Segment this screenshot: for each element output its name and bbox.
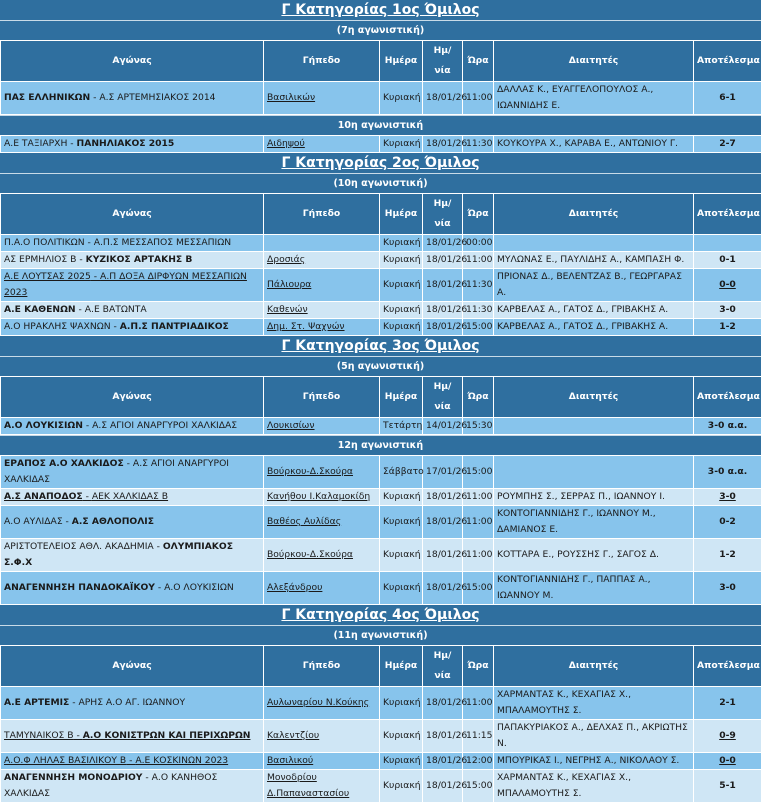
day-cell: Κυριακή [380, 539, 423, 572]
home-team: ΤΑΜΥΝΑΙΚΟΣ Β [4, 730, 74, 741]
day-cell: Κυριακή [380, 753, 423, 770]
result-cell[interactable] [694, 489, 762, 506]
venue-link[interactable]: Κανήθου Ι.Καλαμοκίδη [267, 491, 371, 502]
day-cell: Κυριακή [380, 770, 423, 803]
result-cell [694, 235, 762, 252]
column-header: Ημέρα [380, 41, 423, 82]
match-name [4, 92, 216, 103]
away-team: Α.Ο ΛΟΥΚΙΣΙΩΝ [164, 582, 234, 593]
separator: - [154, 582, 165, 593]
separator: - [123, 458, 133, 469]
match-cell[interactable] [1, 489, 264, 506]
date-cell: 18/01/26 [423, 572, 463, 605]
result-cell [694, 770, 762, 803]
table-row [1, 456, 762, 489]
separator: - [110, 321, 120, 332]
match-name [4, 541, 233, 568]
fixtures-table [0, 135, 762, 153]
venue-link[interactable]: Μονοδρίου Δ.Παπαναστασίου [267, 772, 350, 799]
away-team: ΑΕΚ ΧΑΛΚΙΔΑΣ Β [91, 491, 169, 502]
date-cell: 18/01/26 [423, 687, 463, 720]
column-header: Ημέρα [380, 194, 423, 235]
time-cell: 11:30 [463, 136, 494, 153]
home-team: Π.Α.Ο ΠΟΛΙΤΙΚΩΝ [4, 237, 85, 248]
day-cell: Κυριακή [380, 572, 423, 605]
venue-link[interactable]: Βαθέος Αυλίδας [267, 516, 342, 527]
match-name[interactable] [4, 491, 168, 502]
home-team: Α.Ε ΑΡΤΕΜΙΣ [4, 697, 70, 708]
away-team: Α.Π.Σ ΠΑΝΤΡΙΑΔΙΚΟΣ [119, 321, 229, 332]
result-cell [694, 302, 762, 319]
day-cell: Κυριακή [380, 489, 423, 506]
venue-cell[interactable] [264, 687, 380, 720]
table-row [1, 770, 762, 803]
match-cell [1, 252, 264, 269]
round-label: (7η αγωνιστική) [0, 20, 761, 40]
column-header: Γήπεδο [264, 41, 380, 82]
referees-cell [494, 456, 694, 489]
time-cell: 11:00 [463, 687, 494, 720]
result-value: 3-0 α.α. [707, 420, 748, 431]
time-cell: 11:15 [463, 720, 494, 753]
fixtures-table [0, 455, 762, 605]
column-header: Αποτέλεσμα [694, 194, 762, 235]
venue-cell[interactable] [264, 319, 380, 336]
time-cell: 15:00 [463, 770, 494, 803]
time-cell: 11:30 [463, 302, 494, 319]
result-value[interactable]: 0-9 [719, 730, 736, 741]
date-cell: 18/01/26 [423, 753, 463, 770]
fixtures-table [0, 193, 762, 336]
day-cell: Κυριακή [380, 269, 423, 302]
column-header: Ώρα [463, 646, 494, 687]
match-name[interactable] [4, 755, 228, 766]
venue-link[interactable]: Βασιλικών [267, 92, 316, 103]
round-label: (5η αγωνιστική) [0, 356, 761, 376]
result-value: 3-0 [719, 304, 736, 315]
venue-cell[interactable] [264, 720, 380, 753]
time-cell: 11:00 [463, 506, 494, 539]
referees-cell: ΚΑΡΒΕΛΑΣ Α., ΓΑΤΟΣ Δ., ΓΡΙΒΑΚΗΣ Α. [494, 302, 694, 319]
venue-cell[interactable] [264, 572, 380, 605]
referees-cell: ΜΥΛΩΝΑΣ Ε., ΠΑΥΛΙΔΗΣ Α., ΚΑΜΠΑΣΗ Φ. [494, 252, 694, 269]
time-cell: 11:00 [463, 252, 494, 269]
away-team: Α.Π.Σ ΜΕΣΣΑΠΟΣ ΜΕΣΣΑΠΙΩΝ [93, 237, 232, 248]
table-row [1, 572, 762, 605]
separator: - [84, 237, 94, 248]
referees-cell: ΚΑΡΒΕΛΑΣ Α., ΓΑΤΟΣ Δ., ΓΡΙΒΑΚΗΣ Α. [494, 319, 694, 336]
home-team: Α.Ο ΛΟΥΚΙΣΙΩΝ [4, 420, 83, 431]
separator: - [82, 491, 92, 502]
venue-link[interactable]: Βασιλικού [267, 755, 314, 766]
day-cell: Κυριακή [380, 687, 423, 720]
table-row [1, 82, 762, 115]
time-cell: 11:00 [463, 539, 494, 572]
venue-cell[interactable] [264, 82, 380, 115]
column-header: Ημ/νία [423, 194, 463, 235]
match-name [4, 138, 174, 149]
away-team: Α.Ο ΚΟΝΙΣΤΡΩΝ ΚΑΙ ΠΕΡΙΧΩΡΩΝ [82, 730, 251, 741]
referees-cell: ΚΟΝΤΟΓΙΑΝΝΙΔΗΣ Γ., ΙΩΑΝΝΟΥ Μ., ΔΑΜΙΑΝΟΣ Ε. [494, 506, 694, 539]
referees-cell: ΠΡΙΟΝΑΣ Δ., ΒΕΛΕΝΤΖΑΣ Β., ΓΕΩΡΓΑΡΑΣ Α. [494, 269, 694, 302]
venue-link[interactable]: Λουκισίων [267, 420, 315, 431]
column-header: Ημ/νία [423, 646, 463, 687]
time-cell: 11:30 [463, 269, 494, 302]
day-cell: Κυριακή [380, 136, 423, 153]
home-team: Α.Ο.Φ ΛΗΛΑΣ ΒΑΣΙΛΙΚΟΥ Β [4, 755, 127, 766]
day-cell: Κυριακή [380, 506, 423, 539]
fixtures-table [0, 376, 762, 435]
column-header: Γήπεδο [264, 194, 380, 235]
venue-cell[interactable] [264, 770, 380, 803]
result-value: 2-7 [719, 138, 736, 149]
separator: - [67, 138, 77, 149]
result-cell [694, 136, 762, 153]
table-row [1, 269, 762, 302]
fixtures-table [0, 40, 762, 115]
result-cell [694, 456, 762, 489]
group-title[interactable]: Γ Κατηγορίας 3ος Όμιλος [0, 336, 761, 356]
date-cell: 18/01/26 [423, 770, 463, 803]
venue-link[interactable]: Καθενών [267, 304, 308, 315]
column-header: Ημέρα [380, 377, 423, 418]
match-cell [1, 506, 264, 539]
table-row [1, 506, 762, 539]
date-cell: 18/01/26 [423, 252, 463, 269]
column-header: Διαιτητές [494, 646, 694, 687]
group-title[interactable]: Γ Κατηγορίας 2ος Όμιλος [0, 153, 761, 173]
home-team: Α.Σ ΑΝΑΠΟΔΟΣ [4, 491, 83, 502]
column-header: Διαιτητές [494, 41, 694, 82]
result-cell [694, 506, 762, 539]
table-header-row [1, 377, 762, 418]
time-cell: 15:00 [463, 456, 494, 489]
result-value: 3-0 α.α. [707, 466, 748, 477]
referees-cell: ΚΟΝΤΟΓΙΑΝΝΙΔΗΣ Γ., ΠΑΠΠΑΣ Α., ΙΩΑΝΝΟΥ Μ. [494, 572, 694, 605]
table-row [1, 235, 762, 252]
match-cell [1, 770, 264, 803]
day-cell: Σάββατο [380, 456, 423, 489]
time-cell: 15:30 [463, 418, 494, 435]
round-label: (11η αγωνιστική) [0, 625, 761, 645]
date-cell: 18/01/26 [423, 302, 463, 319]
round-label: 10η αγωνιστική [0, 115, 761, 135]
separator: - [126, 755, 136, 766]
date-cell: 18/01/26 [423, 136, 463, 153]
venue-link[interactable]: Πάλιουρα [267, 279, 312, 290]
day-cell: Κυριακή [380, 252, 423, 269]
away-team: Α.Ε ΒΑΤΩΝΤΑ [84, 304, 147, 315]
result-cell [694, 418, 762, 435]
venue-cell [264, 235, 380, 252]
venue-cell[interactable] [264, 136, 380, 153]
away-team: Α.Π ΔΟΞΑ ΔΙΡΦΥΩΝ ΜΕΣΣΑΠΙΩΝ 2023 [4, 271, 247, 298]
home-team: ΑΝΑΓΕΝΝΗΣΗ ΠΑΝΔΟΚΑΪΚΟΥ [4, 582, 155, 593]
column-header: Γήπεδο [264, 646, 380, 687]
home-team: Α.Ε ΛΟΥΤΣΑΣ 2025 [4, 271, 91, 282]
result-cell [694, 252, 762, 269]
result-value[interactable]: 0-0 [719, 755, 736, 766]
result-cell [694, 572, 762, 605]
match-name [4, 458, 229, 485]
column-header: Διαιτητές [494, 194, 694, 235]
result-value: 5-1 [719, 780, 736, 791]
column-header: Ημ/νία [423, 41, 463, 82]
referees-cell [494, 235, 694, 252]
round-label: 12η αγωνιστική [0, 435, 761, 455]
match-cell [1, 456, 264, 489]
referees-cell: ΧΑΡΜΑΝΤΑΣ Κ., ΚΕΧΑΓΙΑΣ Χ., ΜΠΑΛΑΜΟΥΤΗΣ Σ. [494, 770, 694, 803]
day-cell: Κυριακή [380, 82, 423, 115]
match-cell [1, 539, 264, 572]
column-header: Ώρα [463, 41, 494, 82]
match-cell [1, 319, 264, 336]
match-cell [1, 418, 264, 435]
column-header: Ημέρα [380, 646, 423, 687]
result-value: 6-1 [719, 92, 736, 103]
table-header-row [1, 41, 762, 82]
venue-cell[interactable] [264, 252, 380, 269]
separator: - [90, 271, 101, 282]
venue-cell[interactable] [264, 539, 380, 572]
time-cell: 11:00 [463, 82, 494, 115]
round-label: (10η αγωνιστική) [0, 173, 761, 193]
referees-cell: ΧΑΡΜΑΝΤΑΣ Κ., ΚΕΧΑΓΙΑΣ Χ., ΜΠΑΛΑΜΟΥΤΗΣ Σ. [494, 687, 694, 720]
separator: - [153, 541, 163, 552]
table-row [1, 720, 762, 753]
table-row [1, 418, 762, 435]
column-header: Αποτέλεσμα [694, 646, 762, 687]
referees-cell: ΚΟΥΚΟΥΡΑ Χ., ΚΑΡΑΒΑ Ε., ΑΝΤΩΝΙΟΥ Γ. [494, 136, 694, 153]
match-cell [1, 572, 264, 605]
result-cell[interactable] [694, 269, 762, 302]
away-team: ΑΡΗΣ Α.Ο ΑΓ. ΙΩΑΝΝΟΥ [78, 697, 186, 708]
home-team: ΑΡΙΣΤΟΤΕΛΕΙΟΣ ΑΘΛ. ΑΚΑΔΗΜΙΑ [4, 541, 154, 552]
venue-cell[interactable] [264, 506, 380, 539]
table-row [1, 687, 762, 720]
result-cell [694, 82, 762, 115]
column-header: Αγώνας [1, 646, 264, 687]
away-team: Α.Σ ΑΡΤΕΜΗΣΙΑΚΟΣ 2014 [99, 92, 216, 103]
date-cell: 18/01/26 [423, 269, 463, 302]
result-value: 2-1 [719, 697, 736, 708]
result-cell [694, 539, 762, 572]
away-team: Α.Σ ΑΓΙΟΙ ΑΝΑΡΓΥΡΟΙ ΧΑΛΚΙΔΑΣ [92, 420, 238, 431]
venue-link[interactable]: Αυλωναρίου Ν.Κούκης [267, 697, 370, 708]
date-cell: 18/01/26 [423, 539, 463, 572]
home-team: ΠΑΣ ΕΛΛΗΝΙΚΩΝ [4, 92, 91, 103]
result-cell[interactable] [694, 753, 762, 770]
column-header: Αγώνας [1, 41, 264, 82]
group-title[interactable]: Γ Κατηγορίας 1ος Όμιλος [0, 0, 761, 20]
separator: - [76, 254, 86, 265]
table-header-row [1, 194, 762, 235]
time-cell: 15:00 [463, 572, 494, 605]
result-value: 1-2 [719, 549, 736, 560]
date-cell: 18/01/26 [423, 235, 463, 252]
column-header: Γήπεδο [264, 377, 380, 418]
venue-link[interactable]: Δροσιάς [267, 254, 306, 265]
date-cell: 18/01/26 [423, 720, 463, 753]
venue-cell[interactable] [264, 418, 380, 435]
match-cell [1, 687, 264, 720]
result-cell[interactable] [694, 720, 762, 753]
column-header: Ώρα [463, 194, 494, 235]
home-team: ΑΝΑΓΕΝΝΗΣΗ ΜΟΝΟΔΡΙΟΥ [4, 772, 143, 783]
match-name [4, 237, 231, 248]
away-team: Α.Ο ΚΑΝΗΘΟΣ ΧΑΛΚΙΔΑΣ [4, 772, 218, 799]
referees-cell: ΠΑΠΑΚΥΡΙΑΚΟΣ Α., ΔΕΛΧΑΣ Π., ΑΚΡΙΩΤΗΣ Ν. [494, 720, 694, 753]
venue-cell[interactable] [264, 269, 380, 302]
result-value: 0-1 [719, 254, 736, 265]
date-cell: 17/01/26 [423, 456, 463, 489]
separator: - [75, 304, 85, 315]
column-header: Αποτέλεσμα [694, 41, 762, 82]
referees-cell: ΜΠΟΥΡΙΚΑΣ Ι., ΝΕΓΡΗΣ Α., ΝΙΚΟΛΑΟΥ Σ. [494, 753, 694, 770]
match-name [4, 772, 217, 799]
day-cell: Κυριακή [380, 720, 423, 753]
day-cell: Κυριακή [380, 302, 423, 319]
away-team: ΚΥΖΙΚΟΣ ΑΡΤΑΚΗΣ Β [85, 254, 193, 265]
venue-link[interactable]: Αιδηψού [267, 138, 305, 149]
date-cell: 18/01/26 [423, 319, 463, 336]
separator: - [142, 772, 152, 783]
match-name[interactable] [4, 271, 247, 298]
match-name[interactable] [4, 730, 250, 741]
result-value: 0-2 [719, 516, 736, 527]
table-header-row [1, 646, 762, 687]
column-header: Αγώνας [1, 377, 264, 418]
venue-cell[interactable] [264, 753, 380, 770]
day-cell: Τετάρτη [380, 418, 423, 435]
match-cell[interactable] [1, 269, 264, 302]
match-name [4, 582, 234, 593]
match-cell [1, 235, 264, 252]
separator: - [90, 92, 100, 103]
match-cell [1, 82, 264, 115]
fixtures-table [0, 645, 762, 803]
home-team: Α.Ε ΤΑΞΙΑΡΧΗ [4, 138, 68, 149]
venue-cell[interactable] [264, 302, 380, 319]
table-row [1, 319, 762, 336]
home-team: ΑΣ ΕΡΜΗΛΙΟΣ Β [4, 254, 77, 265]
table-row [1, 252, 762, 269]
time-cell: 15:00 [463, 319, 494, 336]
day-cell: Κυριακή [380, 235, 423, 252]
away-team: ΠΑΝΗΛΙΑΚΟΣ 2015 [76, 138, 175, 149]
time-cell: 12:00 [463, 753, 494, 770]
away-team: Α.Σ ΑΘΛΟΠΟΛΙΣ [71, 516, 155, 527]
match-cell[interactable] [1, 720, 264, 753]
result-value: 1-2 [719, 321, 736, 332]
column-header: Ημ/νία [423, 377, 463, 418]
date-cell: 18/01/26 [423, 506, 463, 539]
day-cell: Κυριακή [380, 319, 423, 336]
venue-link[interactable]: Βούρκου-Δ.Σκούρα [267, 466, 353, 477]
table-row [1, 302, 762, 319]
match-cell[interactable] [1, 753, 264, 770]
date-cell: 14/01/26 [423, 418, 463, 435]
venue-cell[interactable] [264, 456, 380, 489]
referees-cell: ΡΟΥΜΠΗΣ Σ., ΣΕΡΡΑΣ Π., ΙΩΑΝΝΟΥ Ι. [494, 489, 694, 506]
referees-cell: ΔΑΛΛΑΣ Κ., ΕΥΑΓΓΕΛΟΠΟΥΛΟΣ Α., ΙΩΑΝΝΙΔΗΣ Ε. [494, 82, 694, 115]
match-name [4, 254, 192, 265]
venue-link[interactable]: Βούρκου-Δ.Σκούρα [267, 549, 353, 560]
venue-link[interactable]: Αλεξάνδρου [267, 582, 323, 593]
home-team: ΕΡΑΠΟΣ Α.Ο ΧΑΛΚΙΔΟΣ [4, 458, 124, 469]
match-name [4, 420, 237, 431]
column-header: Αγώνας [1, 194, 264, 235]
match-name [4, 321, 229, 332]
table-row [1, 136, 762, 153]
result-cell [694, 687, 762, 720]
away-team: Α.Σ ΑΓΙΟΙ ΑΝΑΡΓΥΡΟΙ ΧΑΛΚΙΔΑΣ [4, 458, 230, 485]
home-team: Α.Ο ΗΡΑΚΛΗΣ ΨΑΧΝΩΝ [4, 321, 111, 332]
away-team: ΟΛΥΜΠΙΑΚΟΣ Σ.Φ.Χ [4, 541, 234, 568]
result-value: 3-0 [719, 582, 736, 593]
date-cell: 18/01/26 [423, 82, 463, 115]
column-header: Αποτέλεσμα [694, 377, 762, 418]
time-cell: 00:00 [463, 235, 494, 252]
column-header: Διαιτητές [494, 377, 694, 418]
match-name [4, 304, 147, 315]
match-name [4, 697, 185, 708]
referees-cell [494, 418, 694, 435]
date-cell: 18/01/26 [423, 489, 463, 506]
separator: - [82, 420, 93, 431]
venue-link[interactable]: Δημ. Στ. Ψαχνών [267, 321, 345, 332]
column-header: Ώρα [463, 377, 494, 418]
separator: - [73, 730, 83, 741]
table-row [1, 539, 762, 572]
result-cell [694, 319, 762, 336]
result-value[interactable]: 3-0 [719, 491, 736, 502]
home-team: Α.Ο ΑΥΛΙΔΑΣ [4, 516, 63, 527]
match-cell [1, 302, 264, 319]
home-team: Α.Ε ΚΑΘΕΝΩΝ [4, 304, 76, 315]
table-row [1, 753, 762, 770]
separator: - [69, 697, 79, 708]
away-team: Α.Ε ΚΟΣΚΙΝΩΝ 2023 [135, 755, 229, 766]
separator: - [62, 516, 72, 527]
venue-link[interactable]: Καλεντζίου [267, 730, 320, 741]
group-title[interactable]: Γ Κατηγορίας 4ος Όμιλος [0, 605, 761, 625]
referees-cell: ΚΟΤΤΑΡΑ Ε., ΡΟΥΣΣΗΣ Γ., ΣΑΓΟΣ Δ. [494, 539, 694, 572]
match-cell [1, 136, 264, 153]
venue-cell[interactable] [264, 489, 380, 506]
time-cell: 11:00 [463, 489, 494, 506]
match-name [4, 516, 154, 527]
table-row [1, 489, 762, 506]
result-value[interactable]: 0-0 [719, 279, 736, 290]
